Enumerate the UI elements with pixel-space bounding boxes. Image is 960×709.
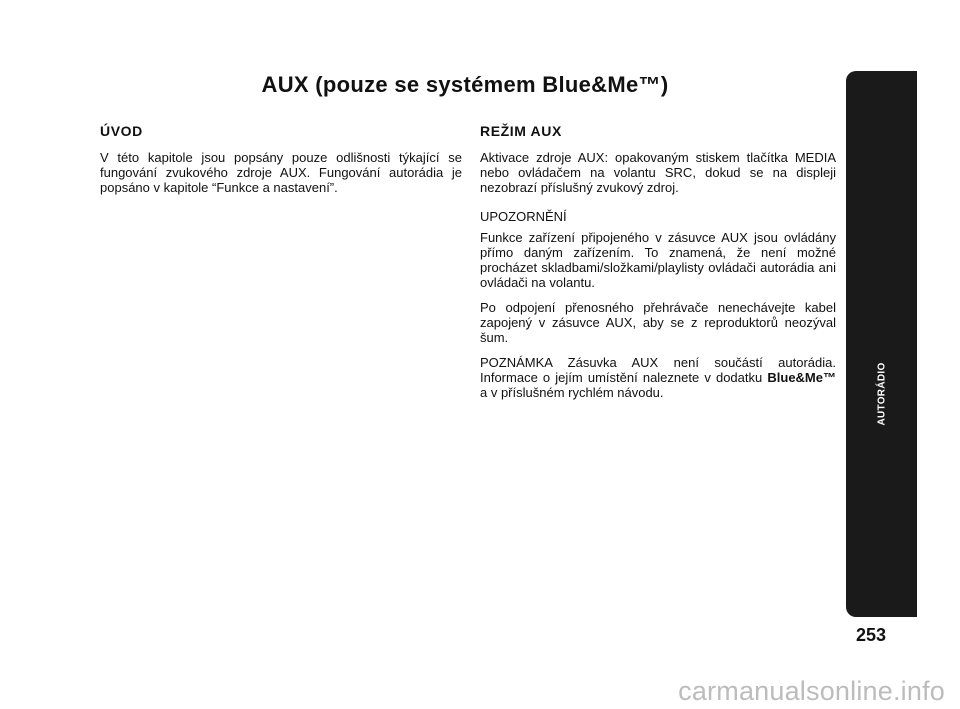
section-heading-intro: ÚVOD — [100, 123, 143, 139]
warning-heading: UPOZORNĚNÍ — [480, 209, 567, 224]
note-brand: Blue&Me™ — [767, 370, 836, 385]
activation-paragraph: Aktivace zdroje AUX: opakovaným stiskem tlačítka MEDIA nebo ovládačem na volantu SRC, dokud se na displeji nezobrazí příslušný zvukový zdroj. — [480, 150, 836, 195]
note-paragraph — [480, 355, 836, 400]
section-tab — [846, 71, 917, 617]
page-number: 253 — [855, 625, 887, 645]
section-tab-label: AUTORÁDIO — [876, 362, 887, 426]
note-text-end: a v příslušném rychlém návodu. — [480, 385, 664, 400]
section-heading-aux-mode: REŽIM AUX — [480, 123, 562, 139]
watermark: carmanualsonline.info — [678, 676, 945, 706]
left-column — [100, 124, 462, 205]
warning-paragraph: Funkce zařízení připojeného v zásuvce AUX jsou ovládány přímo daným zařízením. To znamená, že není možné procházet skladbami/složkami/playlisty ovládači autorádia ani ovládači na volantu. — [480, 230, 836, 290]
note-text-start: POZNÁMKA Zásuvka AUX není součástí autorádia. Informace o jejím umístění naleznete v dodatku — [480, 355, 836, 385]
page-title: AUX (pouze se systémem Blue&Me™) — [261, 72, 669, 97]
right-column — [480, 124, 836, 410]
disconnect-paragraph: Po odpojení přenosného přehrávače nenechávejte kabel zapojený v zásuvce AUX, aby se z reproduktorů neozýval šum. — [480, 300, 836, 345]
intro-paragraph: V této kapitole jsou popsány pouze odlišnosti týkající se fungování zvukového zdroje AUX. Fungování autorádia je popsáno v kapitole “Funkce a nastavení”. — [100, 150, 462, 195]
